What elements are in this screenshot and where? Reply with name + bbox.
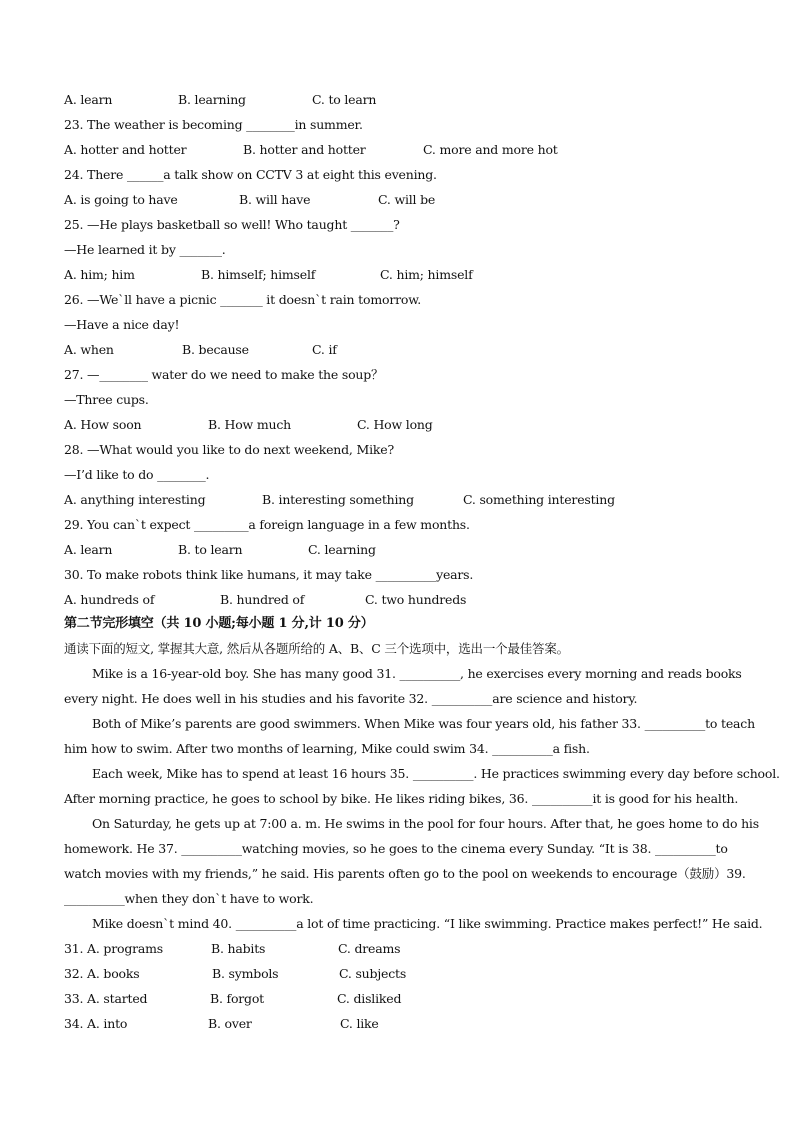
q27-options <box>0 417 794 433</box>
option-c: C. him; himself <box>380 267 473 282</box>
option-c: C. will be <box>378 192 436 207</box>
option-a: 31. A. programs <box>64 941 164 956</box>
section-heading: 第二节完形填空（共 10 小题;每小题 1 分,计 10 分） <box>64 616 374 631</box>
option-c: C. to learn <box>312 92 377 107</box>
q25-options <box>0 267 794 283</box>
q25-response: —He learned it by _______. <box>64 242 226 257</box>
option-b: B. learning <box>178 92 246 107</box>
option-a: A. is going to have <box>64 192 178 207</box>
option-b: B. habits <box>211 941 266 956</box>
q26-response: —Have a nice day! <box>64 317 180 332</box>
q28-response: —I’d like to do ________. <box>64 467 210 482</box>
option-c: C. something interesting <box>463 492 615 507</box>
passage-line: him how to swim. After two months of learning, Mike could swim 34. __________a fish. <box>64 741 590 756</box>
option-b: B. to learn <box>178 542 243 557</box>
q32-options <box>0 966 794 982</box>
q29-stem: 29. You can`t expect _________a foreign language in a few months. <box>64 517 470 532</box>
option-a: A. anything interesting <box>64 492 206 507</box>
option-a: A. when <box>64 342 114 357</box>
option-c: C. two hundreds <box>365 592 467 607</box>
q28-stem: 28. —What would you like to do next weekend, Mike? <box>64 442 394 457</box>
option-c: C. like <box>340 1016 379 1031</box>
option-b: B. interesting something <box>262 492 414 507</box>
q26-stem: 26. —We`ll have a picnic _______ it doesn`t rain tomorrow. <box>64 292 421 307</box>
q29-options <box>0 542 794 558</box>
q28-options <box>0 492 794 508</box>
option-b: B. because <box>182 342 249 357</box>
option-a: A. hundreds of <box>64 592 155 607</box>
option-a: A. him; him <box>64 267 135 282</box>
q23-stem: 23. The weather is becoming ________in summer. <box>64 117 363 132</box>
option-c: C. learning <box>308 542 376 557</box>
passage-line: Mike is a 16-year-old boy. She has many good 31. __________, he exercises every morning and reads books <box>92 666 742 681</box>
q31-options <box>0 941 794 957</box>
q30-options <box>0 592 794 608</box>
option-a: A. learn <box>64 542 113 557</box>
option-a: A. How soon <box>64 417 142 432</box>
q34-options <box>0 1016 794 1032</box>
option-b: B. will have <box>239 192 311 207</box>
option-a: 32. A. books <box>64 966 140 981</box>
option-c: C. disliked <box>337 991 402 1006</box>
option-b: B. symbols <box>212 966 279 981</box>
option-b: B. How much <box>208 417 291 432</box>
passage-line: __________when they don`t have to work. <box>64 891 314 906</box>
passage-line: On Saturday, he gets up at 7:00 a. m. He swims in the pool for four hours. After that, he goes home to do his <box>92 816 759 831</box>
q30-stem: 30. To make robots think like humans, it may take __________years. <box>64 567 474 582</box>
option-c: C. more and more hot <box>423 142 558 157</box>
option-a: 33. A. started <box>64 991 148 1006</box>
option-c: C. dreams <box>338 941 401 956</box>
q33-options <box>0 991 794 1007</box>
q27-response: —Three cups. <box>64 392 149 407</box>
q22-options <box>0 92 794 108</box>
option-a: 34. A. into <box>64 1016 128 1031</box>
q24-options <box>0 192 794 208</box>
q25-stem: 25. —He plays basketball so well! Who taught _______? <box>64 217 400 232</box>
option-b: B. himself; himself <box>201 267 316 282</box>
option-a: A. hotter and hotter <box>64 142 187 157</box>
passage-line: homework. He 37. __________watching movies, so he goes to the cinema every Sunday. “It is 38. __________to <box>64 841 728 856</box>
section-instruction: 通读下面的短文, 掌握其大意, 然后从各题所给的 A、B、C 三个选项中，选出一个最佳答案。 <box>64 641 569 656</box>
option-c: C. subjects <box>339 966 407 981</box>
passage-line: every night. He does well in his studies and his favorite 32. __________are science and history. <box>64 691 638 706</box>
passage-line: watch movies with my friends,” he said. His parents often go to the pool on weekends to encourage（鼓励）39. <box>64 866 746 881</box>
passage-line: Each week, Mike has to spend at least 16 hours 35. __________. He practices swimming every day before school. <box>92 766 780 781</box>
option-b: B. forgot <box>210 991 265 1006</box>
q24-stem: 24. There ______a talk show on CCTV 3 at eight this evening. <box>64 167 437 182</box>
option-b: B. over <box>208 1016 252 1031</box>
passage-line: Mike doesn`t mind 40. __________a lot of time practicing. “I like swimming. Practice makes perfect!” He said. <box>92 916 763 931</box>
option-c: C. How long <box>357 417 433 432</box>
q23-options <box>0 142 794 158</box>
passage-line: Both of Mike’s parents are good swimmers. When Mike was four years old, his father 33. __________to teach <box>92 716 755 731</box>
option-c: C. if <box>312 342 337 357</box>
option-b: B. hundred of <box>220 592 305 607</box>
q26-options <box>0 342 794 358</box>
option-a: A. learn <box>64 92 113 107</box>
q27-stem: 27. —________ water do we need to make the soup？ <box>64 367 384 382</box>
passage-line: After morning practice, he goes to school by bike. He likes riding bikes, 36. __________it is good for his health. <box>64 791 739 806</box>
option-b: B. hotter and hotter <box>243 142 366 157</box>
